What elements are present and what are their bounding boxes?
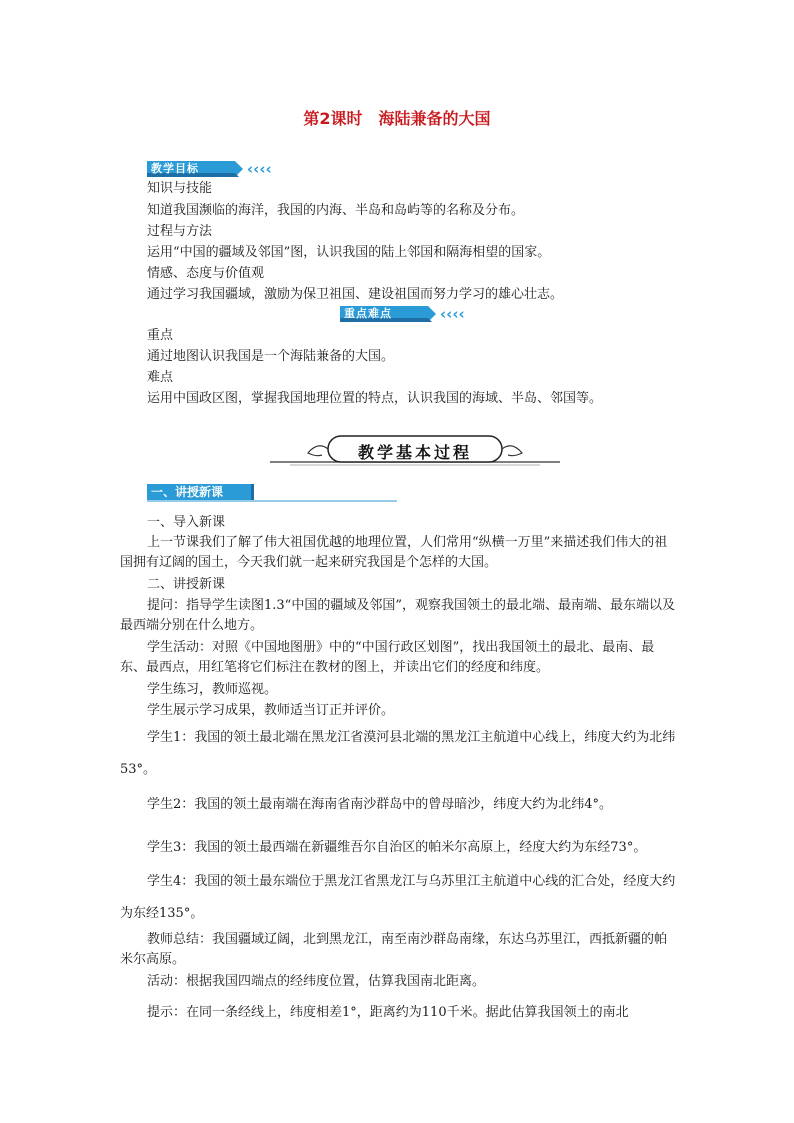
chevrons-icon: ‹‹‹‹ — [440, 305, 465, 323]
keypoints-banner — [340, 306, 490, 322]
body-paragraph: 学生4：我国的领土最东端位于黑龙江省黑龙江与乌苏里江主航道中心线的汇合处，经度大约为东经135°。 — [120, 874, 676, 921]
section-banner-label: 一、讲授新课 — [151, 485, 224, 499]
keypoint-line: 难点 — [147, 370, 174, 385]
section-banner — [147, 484, 397, 502]
process-banner — [270, 432, 560, 468]
process-banner-label: 教学基本过程 — [357, 443, 472, 462]
body-paragraph: 学生1：我国的领土最北端在黑龙江省漠河县北端的黑龙江主航道中心线上，纬度大约为北纬53°。 — [120, 730, 676, 777]
objective-line: 过程与方法 — [147, 224, 213, 239]
body-paragraph: 学生3：我国的领土最西端在新疆维吾尔自治区的帕米尔高原上，经度大约为东经73°。 — [147, 840, 647, 855]
body-paragraph: 提示：在同一条经线上，纬度相差1°，距离约为110千米。据此估算我国领土的南北 — [147, 1005, 629, 1020]
keypoint-line: 重点 — [147, 328, 174, 343]
page-title: 第2课时 海陆兼备的大国 — [303, 109, 491, 128]
body-paragraph: 教师总结：我国疆域辽阔，北到黑龙江，南至南沙群岛南缘，东达乌苏里江，西抵新疆的帕米尔高原。 — [120, 932, 668, 967]
body-paragraph: 上一节课我们了解了伟大祖国优越的地理位置，人们常用“纵横一万里”来描述我们伟大的祖国拥有辽阔的国土，今天我们就一起来研究我国是个怎样的大国。 — [120, 535, 668, 570]
objective-line: 通过学习我国疆域，激励为保卫祖国、建设祖国而努力学习的雄心壮志。 — [147, 287, 564, 302]
body-paragraph: 一、导入新课 — [147, 515, 226, 530]
chevrons-icon: ‹‹‹‹ — [247, 160, 272, 178]
objectives-banner-label: 教学目标 — [151, 162, 199, 175]
keypoint-line: 运用中国政区图，掌握我国地理位置的特点，认识我国的海域、半岛、邻国等。 — [147, 391, 603, 406]
keypoints-banner-label: 重点难点 — [344, 307, 392, 320]
body-paragraph: 学生练习，教师巡视。 — [147, 682, 278, 697]
body-paragraph: 学生活动：对照《中国地图册》中的“中国行政区划图”，找出我国领土的最北、最南、最东、最西点，用红笔将它们标注在教材的图上，并读出它们的经度和纬度。 — [120, 640, 655, 675]
keypoint-line: 通过地图认识我国是一个海陆兼备的大国。 — [147, 349, 395, 364]
objective-line: 情感、态度与价值观 — [147, 266, 265, 281]
body-paragraph: 二、讲授新课 — [147, 577, 226, 592]
body-paragraph: 学生2：我国的领土最南端在海南省南沙群岛中的曾母暗沙，纬度大约为北纬4°。 — [147, 797, 613, 812]
objective-line: 运用“中国的疆域及邻国”图，认识我国的陆上邻国和隔海相望的国家。 — [147, 245, 551, 260]
objective-line: 知识与技能 — [147, 181, 213, 196]
body-paragraph: 学生展示学习成果，教师适当订正并评价。 — [147, 703, 395, 718]
objectives-banner — [147, 161, 297, 177]
body-paragraph: 活动：根据我国四端点的经纬度位置，估算我国南北距离。 — [147, 974, 486, 989]
body-paragraph: 提问：指导学生读图1.3“中国的疆域及邻国”，观察我国领土的最北端、最南端、最东端以及最西端分别在什么地方。 — [120, 598, 675, 633]
objective-line: 知道我国濒临的海洋，我国的内海、半岛和岛屿等的名称及分布。 — [147, 203, 525, 218]
